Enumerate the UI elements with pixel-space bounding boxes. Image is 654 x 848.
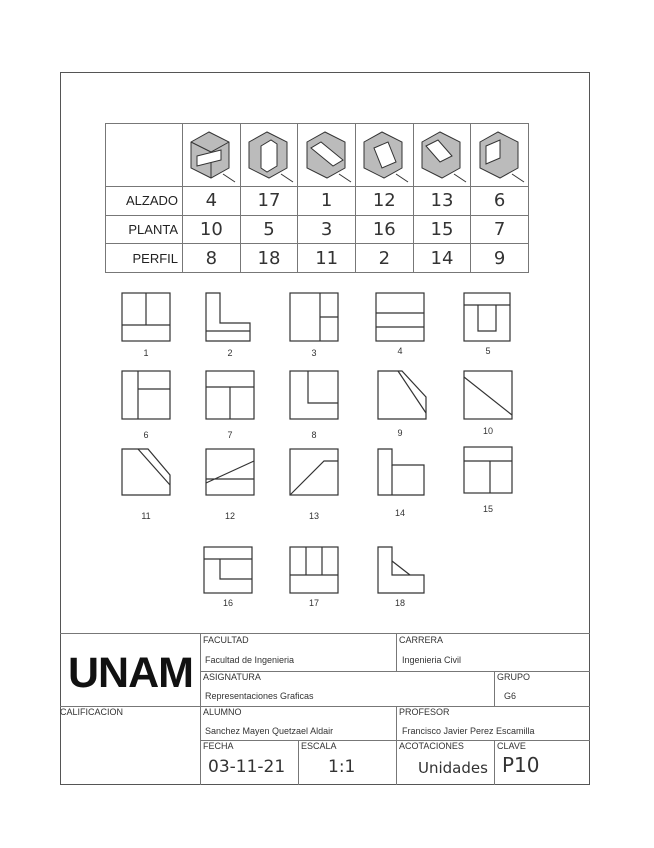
table-row xyxy=(106,244,529,273)
view-figure xyxy=(378,371,426,419)
fecha-label: FECHA xyxy=(203,741,234,751)
answer-cell: 18 xyxy=(240,244,298,273)
answer-cell: 15 xyxy=(413,215,471,244)
isometric-figure xyxy=(240,124,298,187)
asignatura-value: Representaciones Graficas xyxy=(205,691,314,701)
answer-cell: 11 xyxy=(298,244,356,273)
isometric-figure xyxy=(298,124,356,187)
figure-number: 14 xyxy=(394,508,405,518)
view-figure xyxy=(122,293,170,341)
facultad-value: Facultad de Ingenieria xyxy=(205,655,295,665)
view-figure xyxy=(122,371,170,419)
isometric-figure xyxy=(355,124,413,187)
answer-cell: 12 xyxy=(355,187,413,216)
figure-number: 17 xyxy=(308,598,319,608)
answer-cell: 13 xyxy=(413,187,471,216)
escala-value: 1:1 xyxy=(328,757,356,777)
figure-number: 7 xyxy=(227,430,233,440)
corner-cell xyxy=(106,124,183,187)
view-figure xyxy=(206,293,250,341)
isometric-row xyxy=(106,124,529,187)
figure-number: 10 xyxy=(482,426,493,436)
view-figure xyxy=(122,449,170,495)
figure-number: 18 xyxy=(394,598,405,608)
isometric-block-icon xyxy=(356,126,412,184)
answer-cell: 2 xyxy=(355,244,413,273)
view-figure xyxy=(378,547,424,593)
title-block xyxy=(60,633,590,785)
answer-cell: 14 xyxy=(413,244,471,273)
row-label-planta: PLANTA xyxy=(106,215,183,244)
answer-cell: 4 xyxy=(183,187,241,216)
answer-cell: 3 xyxy=(298,215,356,244)
answer-cell: 5 xyxy=(240,215,298,244)
isometric-figure xyxy=(183,124,241,187)
escala-label: ESCALA xyxy=(301,741,337,751)
acotaciones-label: ACOTACIONES xyxy=(399,741,464,751)
figure-number: 11 xyxy=(141,511,151,521)
fecha-value: 03-11-21 xyxy=(208,757,286,777)
figure-number: 12 xyxy=(224,511,235,521)
view-figure xyxy=(290,371,338,419)
isometric-block-icon xyxy=(299,126,355,184)
profesor-label: PROFESOR xyxy=(399,707,450,717)
figure-number: 5 xyxy=(485,346,491,356)
answer-cell: 9 xyxy=(471,244,529,273)
view-figure xyxy=(290,293,338,341)
isometric-block-icon xyxy=(472,126,528,184)
unam-logo: UNAM xyxy=(68,649,193,697)
carrera-label: CARRERA xyxy=(399,635,444,645)
profesor-value: Francisco Javier Perez Escamilla xyxy=(402,726,535,736)
row-label-perfil: PERFIL xyxy=(106,244,183,273)
answer-cell: 7 xyxy=(471,215,529,244)
answer-cell: 17 xyxy=(240,187,298,216)
answer-cell: 16 xyxy=(355,215,413,244)
isometric-block-icon xyxy=(183,126,239,184)
view-figure xyxy=(464,293,510,341)
answer-cell: 10 xyxy=(183,215,241,244)
row-label-alzado: ALZADO xyxy=(106,187,183,216)
alumno-value: Sanchez Mayen Quetzael Aldair xyxy=(205,726,334,736)
figure-number: 16 xyxy=(222,598,233,608)
isometric-figure xyxy=(413,124,471,187)
figure-number: 2 xyxy=(227,348,233,358)
clave-label: CLAVE xyxy=(497,741,526,751)
figure-number: 1 xyxy=(143,348,149,358)
view-assignment-table xyxy=(105,123,529,273)
view-figure xyxy=(206,449,254,495)
figure-number: 9 xyxy=(397,428,403,438)
figure-number: 4 xyxy=(397,346,403,356)
carrera-value: Ingenieria Civil xyxy=(402,655,462,665)
calificacion-label: CALIFICACION xyxy=(60,707,124,717)
table-row xyxy=(106,215,529,244)
isometric-figure xyxy=(471,124,529,187)
clave-value: P10 xyxy=(502,753,540,777)
view-figure xyxy=(290,449,338,495)
view-figure xyxy=(378,449,424,495)
answer-cell: 6 xyxy=(471,187,529,216)
figure-number: 6 xyxy=(143,430,149,440)
grupo-value: G6 xyxy=(504,691,517,701)
answer-cell: 1 xyxy=(298,187,356,216)
grupo-label: GRUPO xyxy=(497,672,531,682)
alumno-label: ALUMNO xyxy=(203,707,242,717)
view-figure xyxy=(206,371,254,419)
view-figure xyxy=(204,547,252,593)
isometric-block-icon xyxy=(241,126,297,184)
asignatura-label: ASIGNATURA xyxy=(203,672,261,682)
view-figure xyxy=(464,371,512,419)
view-figure xyxy=(376,293,424,341)
isometric-block-icon xyxy=(414,126,470,184)
answer-cell: 8 xyxy=(183,244,241,273)
figure-number: 8 xyxy=(311,430,317,440)
figure-number: 13 xyxy=(308,511,319,521)
view-figure xyxy=(464,447,512,493)
table-row xyxy=(106,187,529,216)
figure-number: 15 xyxy=(482,504,493,514)
facultad-label: FACULTAD xyxy=(203,635,249,645)
acotaciones-value: Unidades xyxy=(418,759,488,777)
orthographic-views xyxy=(0,285,654,615)
view-figure xyxy=(290,547,338,593)
figure-number: 3 xyxy=(311,348,317,358)
